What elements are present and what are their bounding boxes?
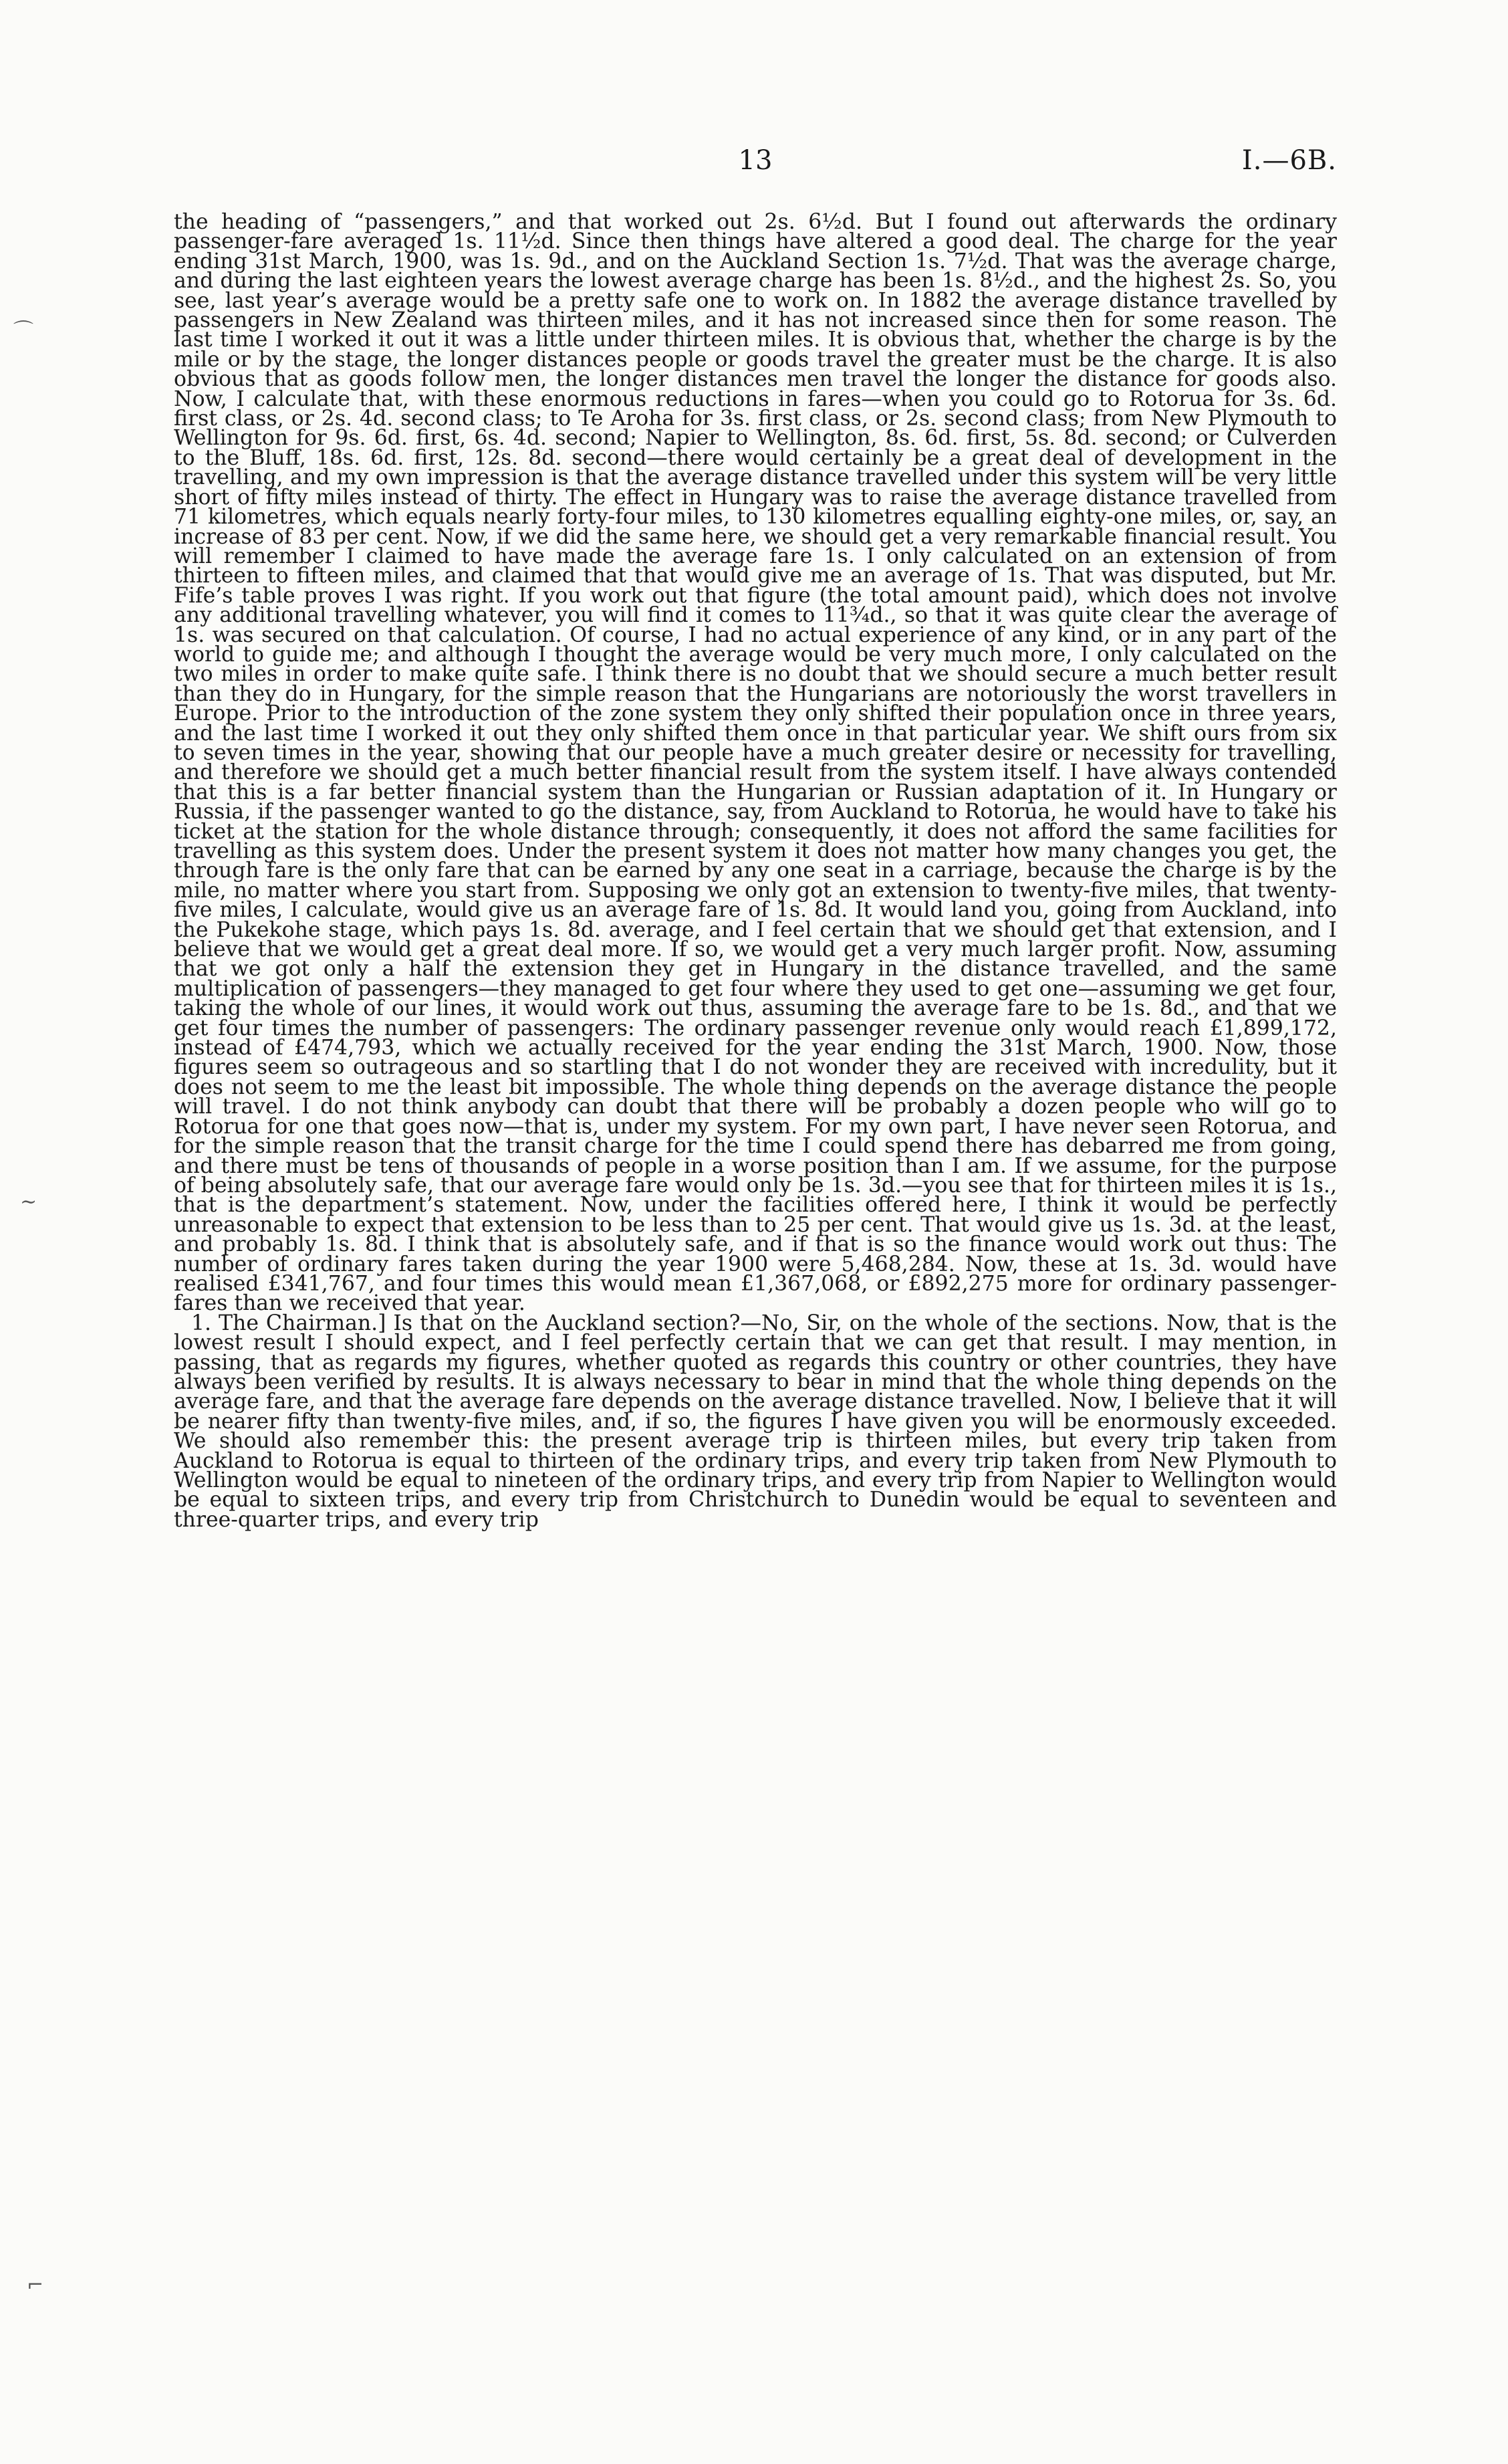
margin-mark: ⌒ bbox=[13, 320, 33, 343]
page-header bbox=[174, 140, 1337, 181]
paragraph: 1. The Chairman.] Is that on the Auckland section?—No, Sir, on the whole of the sections. Now, that is the lowest result I should expect, and I feel perfectly certain that we can get that result. I may mention, in passing, that as regards my figures, whether quoted as regards this country or other countries, they have always been verified by results. It is always necessary to bear in mind that the whole thing depends on the average fare, and that the average fare depends on the average distance travelled. Now, I believe that it will be nearer fifty than twenty-five miles, and, if so, the figures I have given you will be enormously exceeded. We should also remember this: the present average trip is thirteen miles, but every trip taken from Auckland to Rotorua is equal to thirteen of the ordinary trips, and every trip taken from New Plymouth to Wellington would be equal to nineteen of the ordinary trips, and every trip from Napier to Wellington would be equal to sixteen trips, and every trip from Christchurch to Dunedin would be equal to seventeen and three-quarter trips, and every trip bbox=[174, 1311, 1337, 1532]
margin-mark: ∼ bbox=[20, 1190, 37, 1214]
paragraph: the heading of “passengers,” and that worked out 2s. 6½d. But I found out afterwards the ordinary passenger-fare averaged 1s. 11½d. Since then things have altered a good deal. The charge for the year ending 31st March, 1900, was 1s. 9d., and on the Auckland Section 1s. 7½d. That was the average charge, and during the last eighteen years the lowest average charge has been 1s. 8½d., and the highest 2s. So, you see, last year’s average would be a pretty safe one to work on. In 1882 the average distance travelled by passengers in New Zealand was thirteen miles, and it has not increased since then for some reason. The last time I worked it out it was a little under thirteen miles. It is obvious that, whether the charge is by the mile or by the stage, the longer distances people or goods travel the greater must be the charge. It is also obvious that as goods follow men, the longer distances men travel the longer the distance for goods also. Now, I calculate that, with these enormous reductions in fares—when you could go to Rotorua for 3s. 6d. first class, or 2s. 4d. second class; to Te Aroha for 3s. first class, or 2s. second class; from New Plymouth to Wellington for 9s. 6d. first, 6s. 4d. second; Napier to Wellington, 8s. 6d. first, 5s. 8d. second; or Culverden to the Bluff, 18s. 6d. first, 12s. 8d. second—there would certainly be a great deal of development in the travelling, and my own impression is that the average distance travelled under this system will be very little short of fifty miles instead of thirty. The effect in Hungary was to raise the average distance travelled from 71 kilometres, which equals nearly forty-four miles, to 130 kilometres equalling eighty-one miles, or, say, an increase of 83 per cent. Now, if we did the same here, we should get a very remarkable financial result. You will remember I claimed to have made the average fare 1s. I only calculated on an extension of from thirteen to fifteen miles, and claimed that that would give me an average of 1s. That was disputed, but Mr. Fife’s table proves I was right. If you work out that figure (the total amount paid), which does not involve any additional travelling whatever, you will find it comes to 11¾d., so that it was quite clear the average of 1s. was secured on that calculation. Of course, I had no actual experience of any kind, or in any part of the world to guide me; and although I thought the average would be very much more, I only calculated on the two miles in order to make quite safe. I think there is no doubt that we should secure a much better result than they do in Hungary, for the simple reason that the Hungarians are notoriously the worst travellers in Europe. Prior to the introduction of the zone system they only shifted their population once in three years, and the last time I worked it out they only shifted them once in that particular year. We shift ours from six to seven times in the year, showing that our people have a much greater desire or necessity for travelling, and therefore we should get a much better financial result from the system itself. I have always contended that this is a far better financial system than the Hungarian or Russian adaptation of it. In Hungary or Russia, if the passenger wanted to go the distance, say, from Auckland to Rotorua, he would have to take his ticket at the station for the whole distance through; consequently, it does not afford the same facilities for travelling as this system does. Under the present system it does not matter how many changes you get, the through fare is the only fare that can be earned by any one seat in a carriage, because the charge is by the mile, no matter where you start from. Supposing we only got an extension to twenty-five miles, that twenty-five miles, I calculate, would give us an average fare of 1s. 8d. It would land you, going from Auckland, into the Pukekohe stage, which pays 1s. 8d. average, and I feel certain that we should get that extension, and I believe that we would get a great deal more. If so, we would get a very much larger profit. Now, assuming that we got only a half the extension they get in Hungary in the distance travelled, and the same multiplication of passengers—they managed to get four where they used to get one—assuming we get four, taking the whole of our lines, it would work out thus, assuming the average fare to be 1s. 8d., and that we get four times the number of passengers: The ordinary passenger revenue only would reach £1,899,172, instead of £474,793, which we actually received for the year ending the 31st March, 1900. Now, those figures seem so outrageous and so startling that I do not wonder they are received with incredulity, but it does not seem to me the least bit impossible. The whole thing depends on the average distance the people will travel. I do not think anybody can doubt that there will be probably a dozen people who will go to Rotorua for one that goes now—that is, under my system. For my own part, I have never seen Rotorua, and for the simple reason that the transit charge for the time I could spend there has debarred me from going, and there must be tens of thousands of people in a worse position than I am. If we assume, for the purpose of being absolutely safe, that our average fare would only be 1s. 3d.—you see that for thirteen miles it is 1s., that is the department’s statement. Now, under the facilities offered here, I think it would be perfectly unreasonable to expect that extension to be less than to 25 per cent. That would give us 1s. 3d. at the least, and probably 1s. 8d. I think that is absolutely safe, and if that is so the finance would work out thus: The number of ordinary fares taken during the year 1900 were 5,468,284. Now, these at 1s. 3d. would have realised £341,767, and four times this would mean £1,367,068, or £892,275 more for ordinary passenger-fares than we received that year. bbox=[174, 210, 1337, 1316]
body-text bbox=[174, 210, 1337, 1532]
page-number: 13 bbox=[738, 145, 773, 176]
document-reference: I.—6B. bbox=[1241, 145, 1337, 176]
margin-mark: ⌐ bbox=[27, 2273, 44, 2297]
